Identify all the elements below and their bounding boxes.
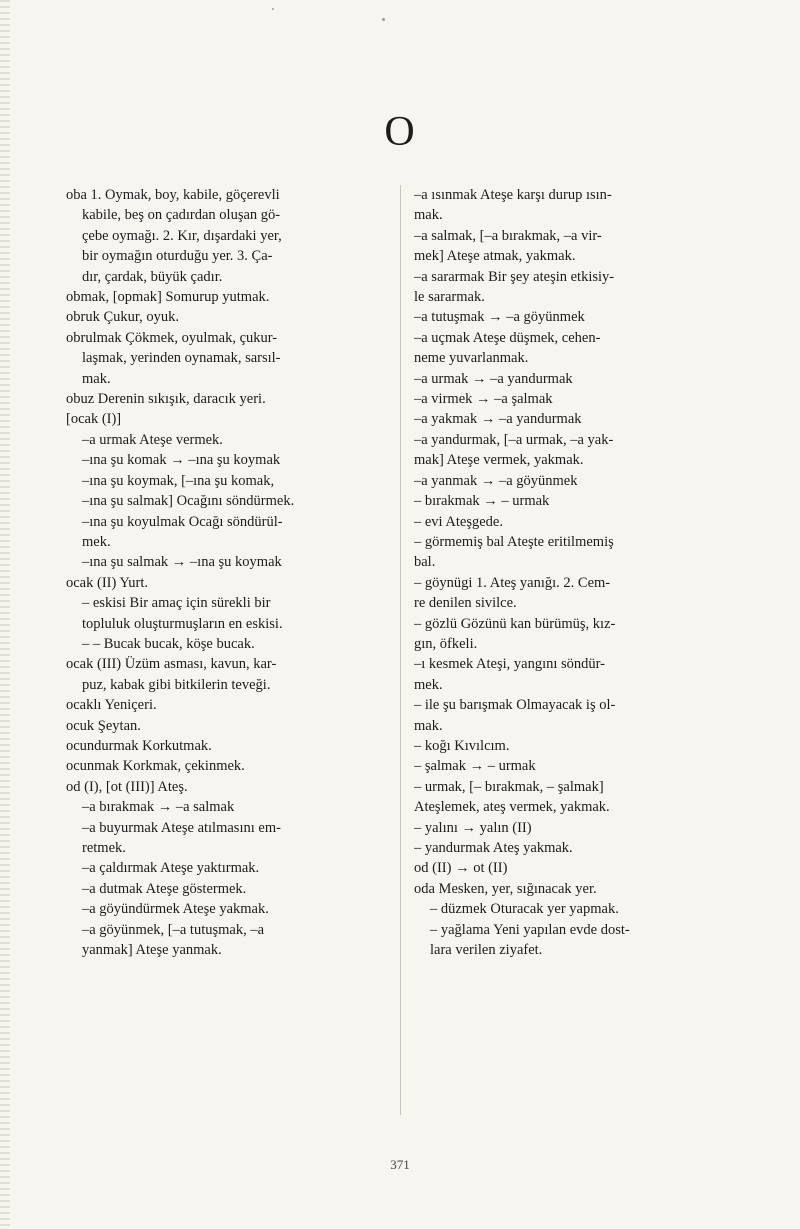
left-entry-line: od (I), [ot (III)] Ateş. [66,778,188,795]
left-entry-line: ocaklı Yeniçeri. [66,697,157,714]
section-letter: O [384,109,416,155]
right-entry-line: – göynügi 1. Ateş yanığı. 2. Cem- [414,574,611,591]
left-entry-line: ocuk Şeytan. [66,717,141,734]
left-entry-line: oba 1. Oymak, boy, kabile, göçerevli [66,187,280,203]
right-entry-line: –a ısınmak Ateşe karşı durup ısın- [414,187,612,203]
right-entry-line: – yalını → yalın (II) [414,819,532,836]
right-entry-line: – ile şu barışmak Olmayacak iş ol- [414,697,616,714]
left-entry-line: –a göyündürmek Ateşe yakmak. [82,901,269,918]
left-entry-line: obrulmak Çökmek, oyulmak, çukur- [66,329,278,346]
page-number: 371 [390,1157,410,1172]
right-entry-line: – yandurmak Ateş yakmak. [414,840,573,856]
right-entry-line: oda Mesken, yer, sığınacak yer. [414,880,597,897]
right-entry-line: –a yanmak → –a göyünmek [414,472,578,489]
right-entry-line: – evi Ateşgede. [414,513,503,530]
right-entry-line: od (II) → ot (II) [414,860,508,877]
right-entry-line: mak] Ateşe vermek, yakmak. [414,452,584,469]
left-entry-line: retmek. [82,840,126,856]
left-entry-line: dır, çardak, büyük çadır. [82,268,223,285]
left-entry-line: ocundurmak Korkutmak. [66,737,212,754]
left-entry-line: –ına şu salmak → –ına şu koymak [82,554,282,571]
left-entry-line: yanmak] Ateşe yanmak. [82,942,222,959]
right-entry-line: gın, öfkeli. [414,635,478,652]
scan-speck [382,18,385,21]
left-entry-line: –ına şu koymak, [–ına şu komak, [82,472,275,489]
left-entry-line: laşmak, yerinden oynamak, sarsıl- [82,350,281,367]
right-entry-line: – urmak, [– bırakmak, – şalmak] [414,778,604,795]
left-entry-line: –a çaldırmak Ateşe yaktırmak. [82,860,260,877]
right-entry-line: –ı kesmek Ateşi, yangını söndür- [414,656,606,673]
right-entry-line: – yağlama Yeni yapılan evde dost- [430,921,630,938]
right-entry-line: Ateşlemek, ateş vermek, yakmak. [414,799,610,816]
right-entry-line: –a urmak → –a yandurmak [414,370,573,387]
left-entry-line: bir oymağın oturduğu yer. 3. Ça- [82,248,273,265]
left-entry-line: –ına şu salmak] Ocağını söndürmek. [82,493,295,510]
right-entry-line: –a salmak, [–a bırakmak, –a vir- [414,227,602,244]
right-entry-line: – şalmak → – urmak [414,758,536,775]
left-entry-line: mak. [82,370,111,387]
left-entry-line: çebe oymağı. 2. Kır, dışardaki yer, [82,227,282,244]
left-entry-line: –ına şu komak → –ına şu koymak [82,452,281,469]
right-entry-line: –a uçmak Ateşe düşmek, cehen- [414,329,601,346]
left-entry-line: –a göyünmek, [–a tutuşmak, –a [82,921,265,938]
right-entry-line: –a virmek → –a şalmak [414,391,553,408]
column-divider [400,185,401,1115]
right-entry-line: –a tutuşmak → –a göyünmek [414,309,585,326]
right-entry-line: –a yandurmak, [–a urmak, –a yak- [414,431,614,448]
right-entry-line: –a yakmak → –a yandurmak [414,411,582,428]
left-entry-line: obmak, [opmak] Somurup yutmak. [66,289,270,306]
left-entry-line: –a urmak Ateşe vermek. [82,431,223,448]
page-edge-texture [0,0,10,1229]
right-entry-line: mak. [414,717,443,734]
right-column [414,185,736,960]
left-entry-line: kabile, beş on çadırdan oluşan gö- [82,207,281,224]
left-entry-line: –a bırakmak → –a salmak [82,799,235,816]
left-entry-line: ocunmak Korkmak, çekinmek. [66,758,245,775]
left-entry-line: obuz Derenin sıkışık, daracık yeri. [66,391,266,408]
scan-speck [272,8,274,10]
right-entry-line: bal. [414,554,436,571]
left-entry-line: mek. [82,533,111,550]
right-entry-line: mek] Ateşe atmak, yakmak. [414,248,576,265]
left-entry-line: ocak (II) Yurt. [66,574,148,591]
right-entry-line: – düzmek Oturacak yer yapmak. [430,901,619,918]
right-entry-line: mek. [414,676,443,693]
left-entry-line: puz, kabak gibi bitkilerin teveği. [82,676,271,693]
left-entry-line: – eskisi Bir amaç için sürekli bir [82,595,271,612]
left-entry-line: ocak (III) Üzüm asması, kavun, kar- [66,656,277,673]
left-entry-line: –a buyurmak Ateşe atılmasını em- [82,819,281,836]
right-entry-line: re denilen sivilce. [414,595,517,612]
left-entry-line: –a dutmak Ateşe göstermek. [82,880,247,897]
left-entry-line: obruk Çukur, oyuk. [66,309,179,326]
right-entry-line: neme yuvarlanmak. [414,350,529,367]
right-entry-line: – görmemiş bal Ateşte eritilmemiş [414,533,614,550]
left-entry-line: – – Bucak bucak, köşe bucak. [82,635,255,652]
right-entry-line: mak. [414,207,443,224]
right-entry-line: – bırakmak → – urmak [414,493,550,510]
right-entry-line: – gözlü Gözünü kan bürümüş, kız- [414,615,616,632]
right-entry-line: –a sararmak Bir şey ateşin etkisiy- [414,268,615,285]
left-entry-line: topluluk oluşturmuşların en eskisi. [82,615,283,632]
left-entry-line: [ocak (I)] [66,411,122,428]
right-entry-line: lara verilen ziyafet. [430,942,543,959]
right-entry-line: – koğı Kıvılcım. [414,737,510,754]
left-entry-line: –ına şu koyulmak Ocağı söndürül- [82,513,283,530]
left-column [66,185,390,960]
right-entry-line: le sararmak. [414,289,485,306]
